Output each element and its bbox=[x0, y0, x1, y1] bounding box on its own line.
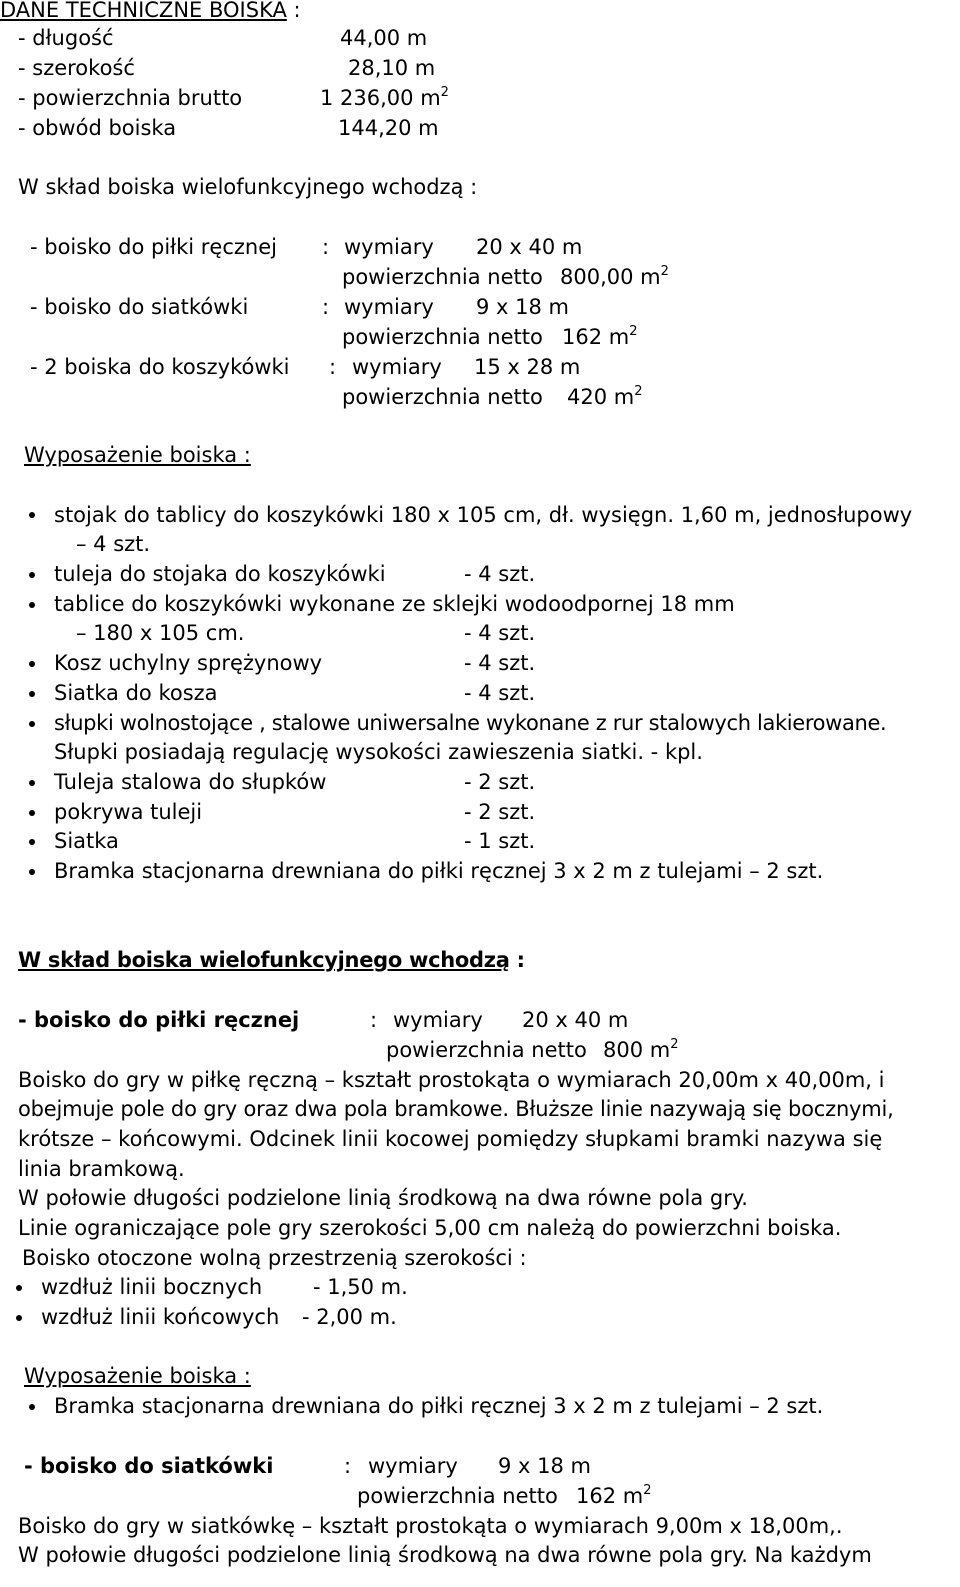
tech-row-label: - obwód boiska bbox=[18, 116, 177, 140]
bullet-icon bbox=[29, 810, 35, 816]
list-item-value: - 2,00 m. bbox=[302, 1305, 397, 1329]
bullet-icon bbox=[29, 661, 35, 667]
list-item: pokrywa tuleji bbox=[54, 800, 203, 824]
bullet-icon bbox=[29, 839, 35, 845]
tech-row-label: - szerokość bbox=[18, 56, 135, 80]
volleyball-colon: : bbox=[344, 1454, 352, 1478]
tech-row-value: 44,00 m bbox=[340, 26, 428, 50]
composition-item-dims: 9 x 18 m bbox=[476, 295, 569, 319]
handball-dims: 20 x 40 m bbox=[522, 1008, 629, 1032]
composition-item-dim-label: wymiary bbox=[344, 295, 434, 319]
tech-row-label: - powierzchnia brutto bbox=[18, 86, 243, 110]
composition-item-area bbox=[562, 322, 638, 352]
equipment-heading: Wyposażenie boiska : bbox=[24, 443, 251, 467]
list-item: wzdłuż linii bocznych bbox=[41, 1275, 263, 1299]
composition-item-dims: 20 x 40 m bbox=[476, 235, 583, 259]
superscript: 2 bbox=[634, 384, 643, 399]
composition-item-name: - 2 boiska do koszykówki bbox=[30, 355, 290, 379]
superscript: 2 bbox=[629, 324, 638, 339]
volleyball-area-label: powierzchnia netto bbox=[357, 1484, 558, 1508]
volleyball-dim-label: wymiary bbox=[368, 1454, 458, 1478]
list-item: Siatka do kosza bbox=[54, 681, 218, 705]
paragraph-line: obejmuje pole do gry oraz dwa pola bramkowe. Błuższe linie nazywają się bocznymi, bbox=[18, 1097, 894, 1121]
composition-item-colon: : bbox=[329, 355, 337, 379]
paragraph-line: linia bramkową. bbox=[18, 1157, 185, 1181]
tech-row-value: 28,10 m bbox=[348, 56, 436, 80]
composition-item-dim-label: wymiary bbox=[344, 235, 434, 259]
bullet-icon bbox=[29, 512, 35, 518]
bullet-icon bbox=[29, 780, 35, 786]
composition-item-colon: : bbox=[322, 235, 330, 259]
list-item-continuation: – 180 x 105 cm. bbox=[76, 621, 245, 645]
bullet-icon bbox=[29, 602, 35, 608]
composition-item-area bbox=[567, 382, 643, 412]
superscript: 2 bbox=[670, 1037, 679, 1052]
paragraph-line: Linie ograniczające pole gry szerokości 5,00 cm należą do powierzchni boiska. bbox=[18, 1216, 842, 1240]
paragraph-line: Boisko do gry w siatkówkę – kształt prostokąta o wymiarach 9,00m x 18,00m,. bbox=[18, 1514, 843, 1538]
list-item: tuleja do stojaka do koszykówki bbox=[54, 562, 386, 586]
tech-row-label: - długość bbox=[18, 26, 114, 50]
composition-item-dim-label: wymiary bbox=[352, 355, 442, 379]
paragraph-line: W połowie długości podzielone linią środkową na dwa równe pola gry. Na każdym bbox=[18, 1543, 872, 1567]
composition-item-name: - boisko do piłki ręcznej bbox=[30, 235, 277, 259]
list-item: słupki wolnostojące , stalowe uniwersalne wykonane z rur stalowych lakierowane. bbox=[54, 711, 887, 735]
superscript: 2 bbox=[643, 1483, 652, 1498]
composition-item-dims: 15 x 28 m bbox=[474, 355, 581, 379]
list-item-qty: - 4 szt. bbox=[464, 621, 536, 645]
composition-heading bbox=[18, 945, 525, 975]
composition-item-area-label: powierzchnia netto bbox=[342, 265, 543, 289]
handball-title: - boisko do piłki ręcznej bbox=[18, 1008, 300, 1032]
list-item: stojak do tablicy do koszykówki 180 x 105 cm, dł. wysięgn. 1,60 m, jednosłupowy bbox=[54, 503, 913, 527]
composition-item-area-label: powierzchnia netto bbox=[342, 385, 543, 409]
tech-row-value: 144,20 m bbox=[338, 116, 439, 140]
bullet-icon bbox=[29, 572, 35, 578]
composition-item-area-text: 800,00 m bbox=[560, 265, 661, 289]
list-item-continuation: – 4 szt. bbox=[76, 532, 151, 556]
handball-area bbox=[603, 1035, 679, 1065]
volleyball-area bbox=[576, 1481, 652, 1511]
tech-row-value bbox=[320, 83, 449, 113]
list-item: wzdłuż linii końcowych bbox=[41, 1305, 280, 1329]
list-item-qty: - 4 szt. bbox=[464, 651, 536, 675]
list-item-qty: - 4 szt. bbox=[464, 562, 536, 586]
list-item: Tuleja stalowa do słupków bbox=[54, 770, 327, 794]
list-item-qty: - 2 szt. bbox=[464, 800, 536, 824]
bullet-icon bbox=[29, 721, 35, 727]
superscript: 2 bbox=[440, 85, 449, 100]
list-item: Kosz uchylny sprężynowy bbox=[54, 651, 323, 675]
composition-item-area-text: 420 m bbox=[567, 385, 635, 409]
composition-heading-text: W skład boiska wielofunkcyjnego wchodzą bbox=[18, 948, 510, 972]
tech-heading-text: DANE TECHNICZNE BOISKA bbox=[0, 0, 287, 22]
composition-heading-colon: : bbox=[516, 948, 525, 972]
bullet-icon bbox=[16, 1315, 22, 1321]
list-item-continuation: Słupki posiadają regulację wysokości zawieszenia siatki. - kpl. bbox=[54, 740, 703, 764]
bullet-icon bbox=[29, 1404, 35, 1410]
list-item: Bramka stacjonarna drewniana do piłki ręcznej 3 x 2 m z tulejami – 2 szt. bbox=[54, 859, 824, 883]
handball-colon: : bbox=[370, 1008, 378, 1032]
volleyball-area-text: 162 m bbox=[576, 1484, 644, 1508]
handball-area-label: powierzchnia netto bbox=[386, 1038, 587, 1062]
bullet-icon bbox=[16, 1285, 22, 1291]
handball-area-text: 800 m bbox=[603, 1038, 671, 1062]
tech-row-value-text: 1 236,00 m bbox=[320, 86, 441, 110]
list-item-qty: - 2 szt. bbox=[464, 770, 536, 794]
list-item: Siatka bbox=[54, 829, 119, 853]
paragraph-line: krótsze – końcowymi. Odcinek linii kocowej pomiędzy słupkami bramki nazywa się bbox=[18, 1127, 883, 1151]
bullet-icon bbox=[29, 691, 35, 697]
composition-item-colon: : bbox=[322, 295, 330, 319]
superscript: 2 bbox=[660, 264, 669, 279]
bullet-icon bbox=[29, 869, 35, 875]
list-item-qty: - 4 szt. bbox=[464, 681, 536, 705]
handball-dim-label: wymiary bbox=[393, 1008, 483, 1032]
composition-item-area-text: 162 m bbox=[562, 325, 630, 349]
paragraph-line: W połowie długości podzielone linią środkową na dwa równe pola gry. bbox=[18, 1186, 748, 1210]
list-item-qty: - 1 szt. bbox=[464, 829, 536, 853]
list-item: tablice do koszykówki wykonane ze sklejki wodoodpornej 18 mm bbox=[54, 592, 735, 616]
composition-item-area-label: powierzchnia netto bbox=[342, 325, 543, 349]
list-item-value: - 1,50 m. bbox=[313, 1275, 408, 1299]
tech-heading bbox=[0, 0, 301, 25]
composition-intro: W skład boiska wielofunkcyjnego wchodzą : bbox=[18, 175, 478, 199]
equipment-heading: Wyposażenie boiska : bbox=[24, 1364, 251, 1388]
list-item: Bramka stacjonarna drewniana do piłki ręcznej 3 x 2 m z tulejami – 2 szt. bbox=[54, 1394, 824, 1418]
volleyball-dims: 9 x 18 m bbox=[498, 1454, 591, 1478]
composition-item-area bbox=[560, 262, 669, 292]
tech-heading-colon: : bbox=[293, 0, 301, 22]
paragraph-line: Boisko otoczone wolną przestrzenią szerokości : bbox=[22, 1246, 527, 1270]
volleyball-title: - boisko do siatkówki bbox=[24, 1454, 274, 1478]
composition-item-name: - boisko do siatkówki bbox=[30, 295, 249, 319]
paragraph-line: Boisko do gry w piłkę ręczną – kształt prostokąta o wymiarach 20,00m x 40,00m, i bbox=[18, 1068, 885, 1092]
